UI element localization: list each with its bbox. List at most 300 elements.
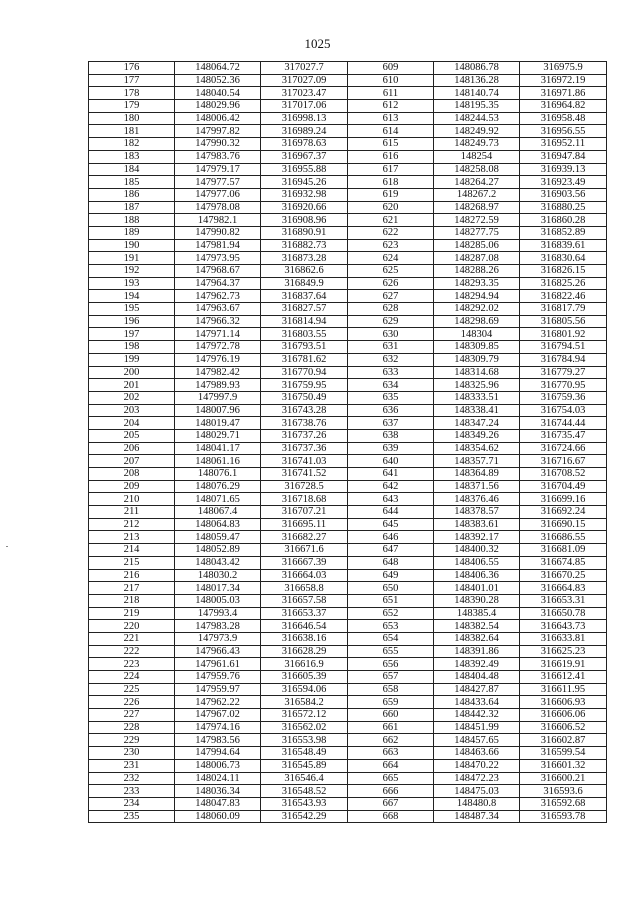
point-number-cell: 654 (348, 632, 434, 645)
point-number-cell: 662 (348, 734, 434, 747)
table-row (89, 734, 607, 747)
x-coordinate-cell: 147982.42 (175, 366, 261, 379)
x-coordinate-cell: 148357.71 (434, 455, 520, 468)
x-coordinate-cell: 147983.28 (175, 620, 261, 633)
table-row (89, 759, 607, 772)
x-coordinate-cell: 148304 (434, 328, 520, 341)
y-coordinate-cell: 316704.49 (520, 480, 607, 493)
y-coordinate-cell: 316690.15 (520, 518, 607, 531)
point-number-cell: 225 (89, 683, 175, 696)
point-number-cell: 645 (348, 518, 434, 531)
y-coordinate-cell: 316686.55 (520, 531, 607, 544)
table-row (89, 721, 607, 734)
y-coordinate-cell: 316664.83 (520, 582, 607, 595)
point-number-cell: 656 (348, 658, 434, 671)
x-coordinate-cell: 148268.97 (434, 201, 520, 214)
point-number-cell: 200 (89, 366, 175, 379)
y-coordinate-cell: 316849.9 (261, 277, 348, 290)
y-coordinate-cell: 316978.63 (261, 138, 348, 151)
x-coordinate-cell: 148071.65 (175, 493, 261, 506)
table-row (89, 290, 607, 303)
y-coordinate-cell: 316708.52 (520, 468, 607, 481)
y-coordinate-cell: 316643.73 (520, 620, 607, 633)
y-coordinate-cell: 316681.09 (520, 544, 607, 557)
x-coordinate-cell: 147979.17 (175, 163, 261, 176)
x-coordinate-cell: 147981.94 (175, 239, 261, 252)
point-number-cell: 203 (89, 404, 175, 417)
x-coordinate-cell: 148140.74 (434, 87, 520, 100)
coordinate-table-body (89, 62, 607, 823)
point-number-cell: 665 (348, 772, 434, 785)
point-number-cell: 628 (348, 303, 434, 316)
y-coordinate-cell: 316759.95 (261, 379, 348, 392)
point-number-cell: 623 (348, 239, 434, 252)
y-coordinate-cell: 316548.52 (261, 785, 348, 798)
table-row (89, 582, 607, 595)
y-coordinate-cell: 316716.67 (520, 455, 607, 468)
y-coordinate-cell: 316839.61 (520, 239, 607, 252)
point-number-cell: 204 (89, 417, 175, 430)
x-coordinate-cell: 148383.61 (434, 518, 520, 531)
y-coordinate-cell: 316971.86 (520, 87, 607, 100)
y-coordinate-cell: 316967.37 (261, 150, 348, 163)
x-coordinate-cell: 148382.54 (434, 620, 520, 633)
y-coordinate-cell: 316695.11 (261, 518, 348, 531)
y-coordinate-cell: 316593.6 (520, 785, 607, 798)
x-coordinate-cell: 148378.57 (434, 506, 520, 519)
y-coordinate-cell: 316594.06 (261, 683, 348, 696)
x-coordinate-cell: 147959.97 (175, 683, 261, 696)
table-row (89, 671, 607, 684)
point-number-cell: 630 (348, 328, 434, 341)
table-row (89, 493, 607, 506)
y-coordinate-cell: 316602.87 (520, 734, 607, 747)
y-coordinate-cell: 316754.03 (520, 404, 607, 417)
point-number-cell: 666 (348, 785, 434, 798)
x-coordinate-cell: 148005.03 (175, 594, 261, 607)
point-number-cell: 629 (348, 315, 434, 328)
y-coordinate-cell: 316601.32 (520, 759, 607, 772)
point-number-cell: 198 (89, 341, 175, 354)
point-number-cell: 193 (89, 277, 175, 290)
y-coordinate-cell: 316667.39 (261, 556, 348, 569)
y-coordinate-cell: 316781.62 (261, 353, 348, 366)
point-number-cell: 609 (348, 62, 434, 75)
x-coordinate-cell: 148249.92 (434, 125, 520, 138)
x-coordinate-cell: 148309.79 (434, 353, 520, 366)
table-row (89, 696, 607, 709)
table-row (89, 480, 607, 493)
x-coordinate-cell: 148347.24 (434, 417, 520, 430)
table-row (89, 100, 607, 113)
point-number-cell: 638 (348, 429, 434, 442)
x-coordinate-cell: 147983.56 (175, 734, 261, 747)
x-coordinate-cell: 148041.17 (175, 442, 261, 455)
point-number-cell: 189 (89, 226, 175, 239)
y-coordinate-cell: 316814.94 (261, 315, 348, 328)
x-coordinate-cell: 148480.8 (434, 797, 520, 810)
x-coordinate-cell: 148136.28 (434, 74, 520, 87)
y-coordinate-cell: 316908.96 (261, 214, 348, 227)
point-number-cell: 207 (89, 455, 175, 468)
table-row (89, 353, 607, 366)
x-coordinate-cell: 148064.72 (175, 62, 261, 75)
table-row (89, 163, 607, 176)
x-coordinate-cell: 148030.2 (175, 569, 261, 582)
point-number-cell: 640 (348, 455, 434, 468)
y-coordinate-cell: 316692.24 (520, 506, 607, 519)
x-coordinate-cell: 148406.55 (434, 556, 520, 569)
y-coordinate-cell: 316793.51 (261, 341, 348, 354)
x-coordinate-cell: 148006.42 (175, 112, 261, 125)
y-coordinate-cell: 316964.82 (520, 100, 607, 113)
y-coordinate-cell: 316972.19 (520, 74, 607, 87)
scan-mark (6, 546, 8, 547)
y-coordinate-cell: 316628.29 (261, 645, 348, 658)
y-coordinate-cell: 316542.29 (261, 810, 348, 823)
point-number-cell: 633 (348, 366, 434, 379)
point-number-cell: 201 (89, 379, 175, 392)
table-row (89, 87, 607, 100)
x-coordinate-cell: 148007.96 (175, 404, 261, 417)
point-number-cell: 621 (348, 214, 434, 227)
y-coordinate-cell: 317017.06 (261, 100, 348, 113)
x-coordinate-cell: 148040.54 (175, 87, 261, 100)
x-coordinate-cell: 148385.4 (434, 607, 520, 620)
y-coordinate-cell: 316553.98 (261, 734, 348, 747)
x-coordinate-cell: 148400.32 (434, 544, 520, 557)
y-coordinate-cell: 316707.21 (261, 506, 348, 519)
x-coordinate-cell: 147993.4 (175, 607, 261, 620)
point-number-cell: 223 (89, 658, 175, 671)
point-number-cell: 233 (89, 785, 175, 798)
table-row (89, 785, 607, 798)
x-coordinate-cell: 148293.35 (434, 277, 520, 290)
y-coordinate-cell: 316592.68 (520, 797, 607, 810)
y-coordinate-cell: 316737.36 (261, 442, 348, 455)
table-row (89, 74, 607, 87)
y-coordinate-cell: 316955.88 (261, 163, 348, 176)
page-number: 1025 (304, 36, 331, 51)
y-coordinate-cell: 316606.06 (520, 709, 607, 722)
x-coordinate-cell: 147982.1 (175, 214, 261, 227)
x-coordinate-cell: 147978.08 (175, 201, 261, 214)
x-coordinate-cell: 148036.34 (175, 785, 261, 798)
point-number-cell: 658 (348, 683, 434, 696)
table-row (89, 112, 607, 125)
point-number-cell: 610 (348, 74, 434, 87)
point-number-cell: 210 (89, 493, 175, 506)
point-number-cell: 231 (89, 759, 175, 772)
y-coordinate-cell: 316699.16 (520, 493, 607, 506)
point-number-cell: 637 (348, 417, 434, 430)
y-coordinate-cell: 316852.89 (520, 226, 607, 239)
table-row (89, 620, 607, 633)
point-number-cell: 221 (89, 632, 175, 645)
y-coordinate-cell: 316671.6 (261, 544, 348, 557)
y-coordinate-cell: 317027.7 (261, 62, 348, 75)
point-number-cell: 627 (348, 290, 434, 303)
point-number-cell: 209 (89, 480, 175, 493)
y-coordinate-cell: 316600.21 (520, 772, 607, 785)
point-number-cell: 626 (348, 277, 434, 290)
x-coordinate-cell: 147977.57 (175, 176, 261, 189)
point-number-cell: 190 (89, 239, 175, 252)
x-coordinate-cell: 147966.32 (175, 315, 261, 328)
point-number-cell: 644 (348, 506, 434, 519)
y-coordinate-cell: 316837.64 (261, 290, 348, 303)
y-coordinate-cell: 316817.79 (520, 303, 607, 316)
y-coordinate-cell: 316599.54 (520, 747, 607, 760)
table-row (89, 772, 607, 785)
x-coordinate-cell: 148029.71 (175, 429, 261, 442)
point-number-cell: 180 (89, 112, 175, 125)
table-row (89, 429, 607, 442)
x-coordinate-cell: 147967.02 (175, 709, 261, 722)
point-number-cell: 659 (348, 696, 434, 709)
point-number-cell: 632 (348, 353, 434, 366)
point-number-cell: 652 (348, 607, 434, 620)
x-coordinate-cell: 148294.94 (434, 290, 520, 303)
y-coordinate-cell: 316770.95 (520, 379, 607, 392)
y-coordinate-cell: 316548.49 (261, 747, 348, 760)
y-coordinate-cell: 316947.84 (520, 150, 607, 163)
point-number-cell: 191 (89, 252, 175, 265)
y-coordinate-cell: 316744.44 (520, 417, 607, 430)
x-coordinate-cell: 148487.34 (434, 810, 520, 823)
table-row (89, 455, 607, 468)
point-number-cell: 612 (348, 100, 434, 113)
point-number-cell: 196 (89, 315, 175, 328)
table-row (89, 341, 607, 354)
y-coordinate-cell: 316945.26 (261, 176, 348, 189)
point-number-cell: 183 (89, 150, 175, 163)
table-row (89, 214, 607, 227)
table-row (89, 252, 607, 265)
y-coordinate-cell: 316741.52 (261, 468, 348, 481)
x-coordinate-cell: 148404.48 (434, 671, 520, 684)
x-coordinate-cell: 148292.02 (434, 303, 520, 316)
x-coordinate-cell: 148076.29 (175, 480, 261, 493)
y-coordinate-cell: 316903.56 (520, 188, 607, 201)
x-coordinate-cell: 148433.64 (434, 696, 520, 709)
x-coordinate-cell: 148006.73 (175, 759, 261, 772)
x-coordinate-cell: 148463.66 (434, 747, 520, 760)
x-coordinate-cell: 148047.83 (175, 797, 261, 810)
x-coordinate-cell: 148392.49 (434, 658, 520, 671)
y-coordinate-cell: 316612.41 (520, 671, 607, 684)
point-number-cell: 619 (348, 188, 434, 201)
point-number-cell: 214 (89, 544, 175, 557)
x-coordinate-cell: 147973.95 (175, 252, 261, 265)
y-coordinate-cell: 316750.49 (261, 391, 348, 404)
point-number-cell: 229 (89, 734, 175, 747)
point-number-cell: 220 (89, 620, 175, 633)
y-coordinate-cell: 316759.36 (520, 391, 607, 404)
x-coordinate-cell: 147983.76 (175, 150, 261, 163)
y-coordinate-cell: 316830.64 (520, 252, 607, 265)
y-coordinate-cell: 316958.48 (520, 112, 607, 125)
y-coordinate-cell: 316956.55 (520, 125, 607, 138)
x-coordinate-cell: 148338.41 (434, 404, 520, 417)
point-number-cell: 620 (348, 201, 434, 214)
x-coordinate-cell: 148472.23 (434, 772, 520, 785)
point-number-cell: 616 (348, 150, 434, 163)
point-number-cell: 614 (348, 125, 434, 138)
table-row (89, 138, 607, 151)
y-coordinate-cell: 317023.47 (261, 87, 348, 100)
x-coordinate-cell: 148024.11 (175, 772, 261, 785)
y-coordinate-cell: 316650.78 (520, 607, 607, 620)
table-row (89, 404, 607, 417)
point-number-cell: 228 (89, 721, 175, 734)
table-row (89, 125, 607, 138)
y-coordinate-cell: 316939.13 (520, 163, 607, 176)
point-number-cell: 625 (348, 265, 434, 278)
point-number-cell: 184 (89, 163, 175, 176)
table-row (89, 239, 607, 252)
y-coordinate-cell: 316932.98 (261, 188, 348, 201)
x-coordinate-cell: 148277.75 (434, 226, 520, 239)
x-coordinate-cell: 148052.89 (175, 544, 261, 557)
point-number-cell: 636 (348, 404, 434, 417)
x-coordinate-cell: 147990.32 (175, 138, 261, 151)
table-row (89, 683, 607, 696)
point-number-cell: 648 (348, 556, 434, 569)
table-row (89, 201, 607, 214)
x-coordinate-cell: 147973.9 (175, 632, 261, 645)
y-coordinate-cell: 316882.73 (261, 239, 348, 252)
y-coordinate-cell: 316638.16 (261, 632, 348, 645)
x-coordinate-cell: 148254 (434, 150, 520, 163)
y-coordinate-cell: 316572.12 (261, 709, 348, 722)
x-coordinate-cell: 148067.4 (175, 506, 261, 519)
x-coordinate-cell: 148390.28 (434, 594, 520, 607)
point-number-cell: 194 (89, 290, 175, 303)
point-number-cell: 622 (348, 226, 434, 239)
x-coordinate-cell: 148264.27 (434, 176, 520, 189)
y-coordinate-cell: 316625.23 (520, 645, 607, 658)
x-coordinate-cell: 148442.32 (434, 709, 520, 722)
y-coordinate-cell: 316611.95 (520, 683, 607, 696)
point-number-cell: 641 (348, 468, 434, 481)
x-coordinate-cell: 148052.36 (175, 74, 261, 87)
y-coordinate-cell: 317027.09 (261, 74, 348, 87)
table-row (89, 747, 607, 760)
x-coordinate-cell: 148086.78 (434, 62, 520, 75)
y-coordinate-cell: 316664.03 (261, 569, 348, 582)
y-coordinate-cell: 316975.9 (520, 62, 607, 75)
point-number-cell: 222 (89, 645, 175, 658)
y-coordinate-cell: 316920.66 (261, 201, 348, 214)
x-coordinate-cell: 148019.47 (175, 417, 261, 430)
y-coordinate-cell: 316770.94 (261, 366, 348, 379)
table-row (89, 188, 607, 201)
x-coordinate-cell: 148333.51 (434, 391, 520, 404)
x-coordinate-cell: 148376.46 (434, 493, 520, 506)
x-coordinate-cell: 148060.09 (175, 810, 261, 823)
y-coordinate-cell: 316860.28 (520, 214, 607, 227)
point-number-cell: 634 (348, 379, 434, 392)
table-row (89, 150, 607, 163)
x-coordinate-cell: 148043.42 (175, 556, 261, 569)
y-coordinate-cell: 316873.28 (261, 252, 348, 265)
x-coordinate-cell: 148401.01 (434, 582, 520, 595)
y-coordinate-cell: 316606.52 (520, 721, 607, 734)
x-coordinate-cell: 148298.69 (434, 315, 520, 328)
point-number-cell: 660 (348, 709, 434, 722)
table-row (89, 442, 607, 455)
y-coordinate-cell: 316682.27 (261, 531, 348, 544)
point-number-cell: 195 (89, 303, 175, 316)
x-coordinate-cell: 148475.03 (434, 785, 520, 798)
table-row (89, 277, 607, 290)
x-coordinate-cell: 148382.64 (434, 632, 520, 645)
table-row (89, 556, 607, 569)
point-number-cell: 232 (89, 772, 175, 785)
y-coordinate-cell: 316801.92 (520, 328, 607, 341)
x-coordinate-cell: 147990.82 (175, 226, 261, 239)
y-coordinate-cell: 316728.5 (261, 480, 348, 493)
x-coordinate-cell: 147977.06 (175, 188, 261, 201)
point-number-cell: 615 (348, 138, 434, 151)
y-coordinate-cell: 316826.15 (520, 265, 607, 278)
point-number-cell: 653 (348, 620, 434, 633)
point-number-cell: 649 (348, 569, 434, 582)
point-number-cell: 226 (89, 696, 175, 709)
y-coordinate-cell: 316562.02 (261, 721, 348, 734)
y-coordinate-cell: 316743.28 (261, 404, 348, 417)
table-row (89, 607, 607, 620)
y-coordinate-cell: 316779.27 (520, 366, 607, 379)
y-coordinate-cell: 316827.57 (261, 303, 348, 316)
y-coordinate-cell: 316989.24 (261, 125, 348, 138)
y-coordinate-cell: 316923.49 (520, 176, 607, 189)
point-number-cell: 631 (348, 341, 434, 354)
table-row (89, 531, 607, 544)
x-coordinate-cell: 147971.14 (175, 328, 261, 341)
point-number-cell: 646 (348, 531, 434, 544)
x-coordinate-cell: 148457.65 (434, 734, 520, 747)
x-coordinate-cell: 148267.2 (434, 188, 520, 201)
point-number-cell: 219 (89, 607, 175, 620)
point-number-cell: 186 (89, 188, 175, 201)
y-coordinate-cell: 316735.47 (520, 429, 607, 442)
table-row (89, 632, 607, 645)
point-number-cell: 613 (348, 112, 434, 125)
point-number-cell: 192 (89, 265, 175, 278)
x-coordinate-cell: 148309.85 (434, 341, 520, 354)
table-row (89, 315, 607, 328)
y-coordinate-cell: 316646.54 (261, 620, 348, 633)
table-row (89, 379, 607, 392)
y-coordinate-cell: 316862.6 (261, 265, 348, 278)
table-row (89, 303, 607, 316)
y-coordinate-cell: 316952.11 (520, 138, 607, 151)
x-coordinate-cell: 148017.34 (175, 582, 261, 595)
y-coordinate-cell: 316653.31 (520, 594, 607, 607)
coordinate-table (88, 61, 607, 823)
table-row (89, 226, 607, 239)
point-number-cell: 211 (89, 506, 175, 519)
table-row (89, 328, 607, 341)
point-number-cell: 218 (89, 594, 175, 607)
point-number-cell: 647 (348, 544, 434, 557)
y-coordinate-cell: 316890.91 (261, 226, 348, 239)
point-number-cell: 177 (89, 74, 175, 87)
point-number-cell: 618 (348, 176, 434, 189)
y-coordinate-cell: 316825.26 (520, 277, 607, 290)
